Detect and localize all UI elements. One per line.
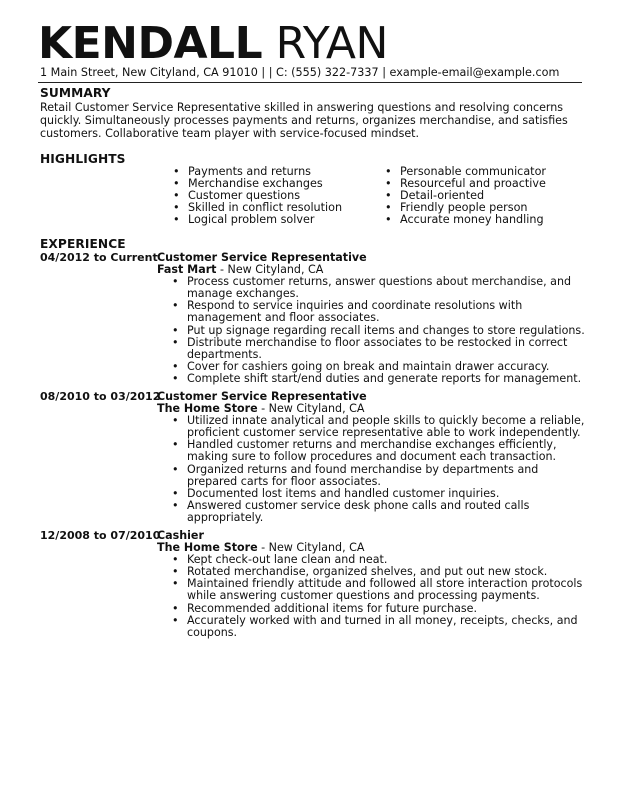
highlight-item: • Merchandise exchanges xyxy=(173,178,342,190)
duty-item: • Handled customer returns and merchandise exchanges efficiently, making sure to follow procedures and document each transaction. xyxy=(157,439,587,463)
job-entry xyxy=(157,252,587,385)
contact-line: 1 Main Street, New Cityland, CA 91010 | | C: (555) 322-7337 | example-email@example.com xyxy=(40,66,560,79)
highlights-right-list xyxy=(385,166,546,226)
summary-text: Retail Customer Service Representative skilled in answering questions and resolving concerns quickly. Simultaneously processes payments and returns, organizes merchandise, and satisfies customers. Collaborative team player with service-focused mindset. xyxy=(40,101,568,141)
job-entry xyxy=(157,391,587,524)
job-title: Customer Service Representative xyxy=(157,390,367,403)
duty-item: • Answered customer service desk phone calls and routed calls appropriately. xyxy=(157,500,587,524)
job-title: Customer Service Representative xyxy=(157,251,367,264)
experience-heading: EXPERIENCE xyxy=(40,237,126,251)
highlight-item: • Detail-oriented xyxy=(385,190,546,202)
highlight-item: • Resourceful and proactive xyxy=(385,178,546,190)
duty-item: • Respond to service inquiries and coordinate resolutions with management and floor associates. xyxy=(157,300,587,324)
last-name: RYAN xyxy=(275,18,388,69)
job-dates: 08/2010 to 03/2012 xyxy=(40,390,161,403)
job-duties-list xyxy=(157,276,587,385)
job-title: Cashier xyxy=(157,529,204,542)
job-entry xyxy=(157,530,587,639)
duty-item: • Utilized innate analytical and people skills to quickly become a reliable, proficient customer service representative able to work independently. xyxy=(157,415,587,439)
duty-item: • Kept check-out lane clean and neat. xyxy=(157,554,587,566)
job-duties-list xyxy=(157,554,587,639)
job-dates: 04/2012 to Current xyxy=(40,251,158,264)
duty-item: • Recommended additional items for future purchase. xyxy=(157,603,587,615)
highlight-item: • Payments and returns xyxy=(173,166,342,178)
duty-item: • Distribute merchandise to floor associates to be restocked in correct departments. xyxy=(157,337,587,361)
first-name: KENDALL xyxy=(38,18,263,69)
duty-item: • Cover for cashiers going on break and maintain drawer accuracy. xyxy=(157,361,587,373)
highlight-item: • Skilled in conflict resolution xyxy=(173,202,342,214)
duty-item: • Complete shift start/end duties and generate reports for management. xyxy=(157,373,587,385)
company-location: - New Cityland, CA xyxy=(216,263,324,277)
header-divider xyxy=(38,82,582,83)
highlights-heading: HIGHLIGHTS xyxy=(40,152,126,166)
duty-item: • Rotated merchandise, organized shelves, and put out new stock. xyxy=(157,566,587,578)
duty-item: • Maintained friendly attitude and followed all store interaction protocols while answering customer questions and processing payments. xyxy=(157,578,587,602)
job-duties-list xyxy=(157,415,587,524)
summary-heading: SUMMARY xyxy=(40,86,111,100)
company-location: - New Cityland, CA xyxy=(257,541,365,555)
job-dates: 12/2008 to 07/2010 xyxy=(40,529,161,542)
duty-item: • Process customer returns, answer questions about merchandise, and manage exchanges. xyxy=(157,276,587,300)
company-name: The Home Store xyxy=(157,402,258,416)
duty-item: • Documented lost items and handled customer inquiries. xyxy=(157,488,587,500)
highlight-item: • Accurate money handling xyxy=(385,214,546,226)
candidate-name xyxy=(38,18,388,69)
highlight-item: • Personable communicator xyxy=(385,166,546,178)
highlight-item: • Friendly people person xyxy=(385,202,546,214)
company-name: Fast Mart xyxy=(157,263,217,277)
highlights-left-list xyxy=(173,166,342,226)
highlight-item: • Logical problem solver xyxy=(173,214,342,226)
duty-item: • Organized returns and found merchandise by departments and prepared carts for floor associates. xyxy=(157,464,587,488)
duty-item: • Accurately worked with and turned in all money, receipts, checks, and coupons. xyxy=(157,615,587,639)
company-name: The Home Store xyxy=(157,541,258,555)
company-location: - New Cityland, CA xyxy=(257,402,365,416)
highlight-item: • Customer questions xyxy=(173,190,342,202)
duty-item: • Put up signage regarding recall items and changes to store regulations. xyxy=(157,325,587,337)
